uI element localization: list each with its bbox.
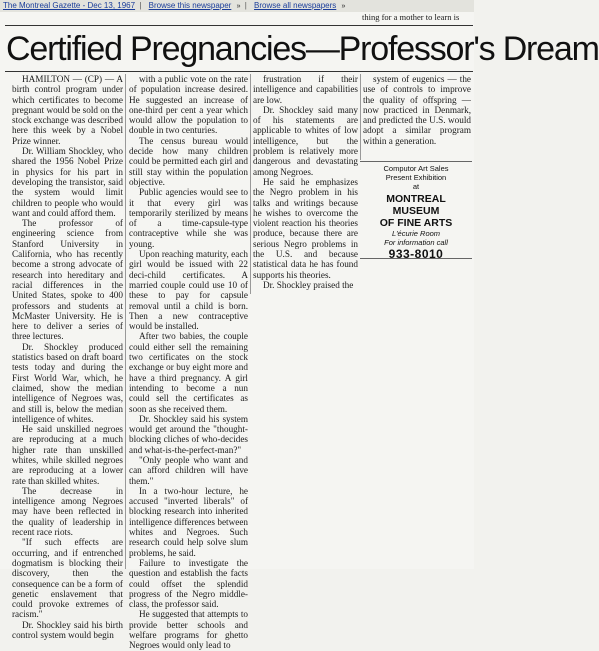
article-paragraph: Upon reaching maturity, each girl would be issued with 22 deci-child certificates. A married couple could use 10 of these to pay for capsule removal until a child is born. Then a new contraceptive would be installed. [129,249,248,332]
article-paragraph: He suggested that attempts to provide better schools and welfare programs for ghetto Negroes would only lead to [129,609,248,651]
browse-this-newspaper-link[interactable]: Browse this newspaper » [148,1,241,10]
article-paragraph: Dr. Shockley praised the [263,279,354,290]
newspaper-page[interactable] [0,12,599,651]
article-headline: Certified Pregnancies—Professor's Dream [6,30,599,68]
ad-museum-name: OF FINE ARTS [379,217,453,229]
article-paragraph: Public agencies would see to it that every girl was temporarily sterilized by means of a time-capsule-type contraceptive while she was young. [129,187,248,249]
article-column-4 [363,74,471,160]
column-divider [250,74,251,294]
ad-museum-name: MONTREAL MUSEUM [386,193,446,217]
chevron-right-icon: » [236,3,241,10]
ad-line: Computor Art Sales [383,164,449,173]
column-divider [360,74,361,160]
article-paragraph: Dr. William Shockley, who shared the 1956 Nobel Prize in physics for his part in developing the transistor, said the system would limit children to people who would want and could afford them. [12,146,123,218]
article-paragraph: Dr. Shockley produced statistics based on draft board tests today and during the First World War, which, he claimed, show the median intelligence of Negroes was, and still is, below the median intelligence of whites. [12,341,123,424]
article-paragraph: Dr. Shockley said his system would get around the "thought-blocking cliches of who-decides and what-is-the-perfect-man?" [129,413,248,455]
ad-line: at [412,182,420,191]
article-column-3 [253,74,358,294]
article-paragraph: After two babies, the couple could either sell the remaining two certificates on the stock exchange or buy eight more and have a third pregnancy. A girl intending to become a nun could sell the certificates as soon as she received them. [129,331,248,414]
ad-phone: 933-8010 [388,247,444,261]
chevron-right-icon: » [341,3,346,10]
advertisement [362,164,470,261]
ad-info: For information call [384,238,448,247]
article-column-2 [129,74,248,651]
browse-all-newspapers-link[interactable]: Browse all newspapers » [254,1,346,10]
article-paragraph: He said unskilled negroes are reproducing at a much higher rate than unskilled whites, while skilled negroes are reproducing at a lower rate than skilled whites. [12,424,123,486]
article-paragraph: In a two-hour lecture, he accused "inverted liberals" of blocking research into inherited intelligence differences between whites and Negroes. Such research could help solve slum problems, he said. [129,485,248,558]
article-paragraph: HAMILTON — (CP) — A birth control program under which certificates to become pregnant would be sold on the stock exchange was described here this week by a Nobel Prize winner. [12,74,123,146]
newspaper-source-link[interactable]: The Montreal Gazette - Dec 13, 1967 [3,1,136,10]
article-paragraph: Failure to investigate the question and establish the facts could offset the splendid progress of the Negro middle-class, the professor said. [129,557,248,610]
article-paragraph: He said he emphasizes the Negro problem in his talks and writings because he wishes to overcome the violent reaction his theories produce, because there are serious Negro problems in the U.S. and because statistical data he has found supports his theories. [253,176,358,280]
previous-article-fragment: thing for a mother to learn is [362,12,460,22]
separator: | [244,1,247,10]
divider [5,25,473,26]
article-paragraph: The professor of engineering science from Stanford University in California, who has recently become a strong advocate of research into hereditary and racial differences in the United States, spoke to 400 professors and students at McMaster University. He is here to deliver a series of three lectures. [12,218,123,342]
article-paragraph: The census bureau would decide how many children could be permitted each girl and still stay within the population objective. [129,135,248,187]
article-paragraph: system of eugenics — the use of controls to improve the quality of offspring — now practiced in Denmark, and predicted the U.S. would adopt a similar program within a generation. [363,74,471,146]
divider [5,71,473,72]
article-paragraph: with a public vote on the rate of population increase desired. He suggested an increase of one-third per cent a year which would allow the population to double in two centuries. [129,74,248,136]
ad-room: L'écurie Room [391,229,441,238]
article-paragraph: "If such effects are occurring, and if entrenched dogmatism is blocking their discovery, then the consequence can be a form of genetic enslavement that could provoke extremes of racism." [12,537,123,620]
article-paragraph: The decrease in intelligence among Negroes may have been reflected in the quality of leadership in recent race riots. [12,485,123,538]
article-paragraph: "Only people who want and can afford children will have them." [129,454,248,486]
separator: | [139,1,142,10]
column-divider [125,74,126,569]
article-column-1 [12,74,123,641]
article-paragraph: Dr. Shockley said his birth control system would begin [12,619,123,641]
article-paragraph: frustration if their intelligence and capabilities are low. [253,74,358,105]
ad-line: Present Exhibition [385,173,447,182]
article-paragraph: Dr. Shockley said many of his statements are applicable to whites of low intelligence, but the problem is relatively more dangerous and devastating among Negroes. [253,104,358,177]
